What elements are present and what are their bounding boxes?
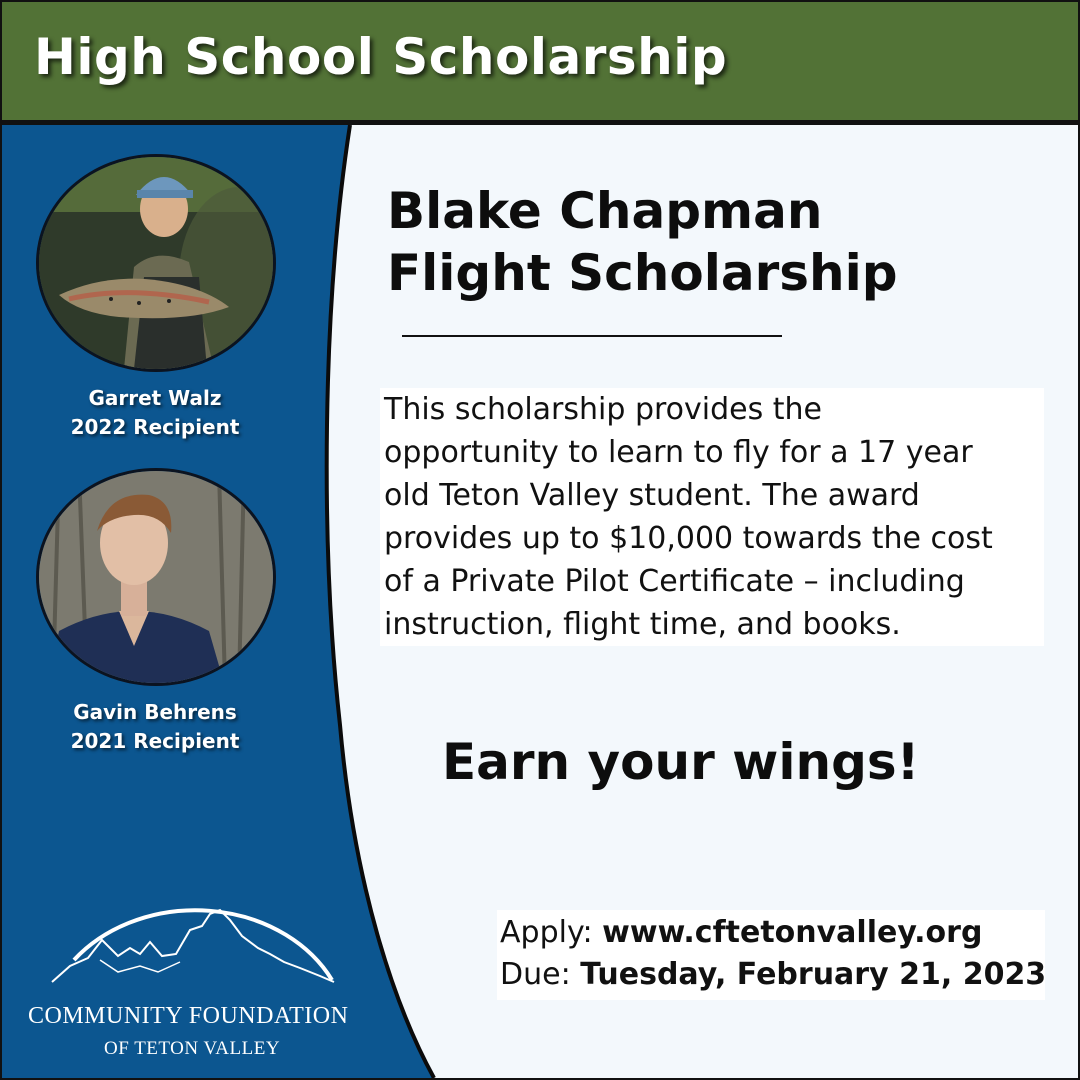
- recipient-name: Gavin Behrens: [73, 700, 237, 724]
- recipient-name: Garret Walz: [88, 386, 222, 410]
- scholarship-title-line1: Blake Chapman: [387, 182, 823, 240]
- recipient-year: 2021 Recipient: [70, 729, 240, 753]
- page-title: High School Scholarship: [34, 28, 728, 86]
- description-line: instruction, flight time, and books.: [384, 607, 901, 642]
- tagline: Earn your wings!: [442, 733, 920, 791]
- scholarship-title: [387, 180, 898, 304]
- header-banner: [2, 2, 1078, 120]
- recipient-photo-2: [36, 468, 276, 686]
- apply-url-link[interactable]: www.cftetonvalley.org: [602, 915, 983, 950]
- description-text: [380, 388, 1044, 646]
- recipient-year: 2022 Recipient: [70, 415, 240, 439]
- apply-info: [497, 910, 1045, 1000]
- description-line: opportunity to learn to fly for a 17 year: [384, 435, 973, 470]
- description-line: provides up to $10,000 towards the cost: [384, 521, 993, 556]
- scholarship-title-line2: Flight Scholarship: [387, 244, 898, 302]
- title-divider: [402, 335, 782, 337]
- logo-text-line1: COMMUNITY FOUNDATION: [28, 1003, 349, 1029]
- apply-label: Apply:: [500, 915, 603, 950]
- description-line: This scholarship provides the: [384, 392, 823, 427]
- due-row: [500, 954, 1045, 996]
- due-date: Tuesday, February 21, 2023: [580, 957, 1047, 992]
- logo-text-line2: OF TETON VALLEY: [104, 1038, 281, 1059]
- description-line: old Teton Valley student. The award: [384, 478, 920, 513]
- recipient-caption-2: [30, 698, 280, 756]
- recipient-photo-1: [36, 154, 276, 372]
- due-label: Due:: [500, 957, 581, 992]
- foundation-logo: [30, 830, 370, 990]
- recipient-caption-1: [30, 384, 280, 442]
- description-line: of a Private Pilot Certificate – including: [384, 564, 965, 599]
- apply-row: [500, 912, 1045, 954]
